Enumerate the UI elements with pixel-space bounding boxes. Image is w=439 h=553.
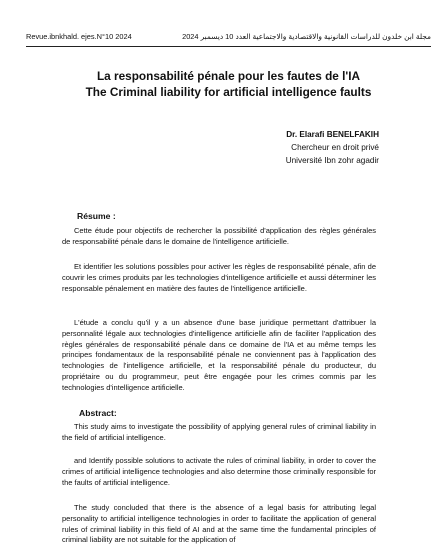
abstract-paragraph-3: The study concluded that there is the absence of a legal basis for attributing legal personality to artificial intelligence technologies in order to facilitate the application of general rules of criminal liability in this field of AI and at the same time the fundamental principles of criminal liability are not suitable for the application of xyxy=(62,503,376,545)
author-name: Dr. Elarafi BENELFAKIH xyxy=(286,130,379,139)
resume-paragraph-3: L'étude a conclu qu'il y a un absence d'une base juridique permettant d'attribuer la personnalité légale aux technologies d'intelligence artificielle afin de faciliter l'application des règles générales de responsabilité pénale dans ce domaine de l'IA et au même temps les principes fondamentaux de la responsabilité pénale ne conviennent pas à l'application des technologies de l'intelligence artificielle, et la responsabilité pénale du producteur, du propriétaire ou du programmeur, peut être engagée pour les crimes commis par les technologies d'intelligence artificielle. xyxy=(62,318,376,392)
journal-reference: Revue.ibnkhald. ejes.N°10 2024 xyxy=(26,32,132,41)
journal-arabic-title: مجلة ابن خلدون للدراسات القانونية والاقتصادية والاجتماعية العدد 10 ديسمبر 2024 xyxy=(182,32,431,41)
resume-paragraph-2: Et identifier les solutions possibles pour activer les règles de responsabilité pénale, afin de couvrir les crimes produits par les technologies d'intelligence artificielle et aussi déterminer les responsable pénalement en matière des fautes de l'intelligence artificielle. xyxy=(62,262,376,293)
author-affiliation: Université Ibn zohr agadir xyxy=(285,156,379,165)
journal-header xyxy=(26,32,431,41)
abstract-paragraph-1: This study aims to investigate the possibility of applying general rules of criminal liability in the field of artificial intelligence. xyxy=(62,422,376,442)
abstract-paragraph-2: and Identify possible solutions to activate the rules of criminal liability, in order to cover the crimes of artificial intelligence technologies and also determine those criminally responsible for the faults of artificial intelligence. xyxy=(62,456,376,487)
title-french: La responsabilité pénale pour les fautes de l'IA xyxy=(96,69,361,83)
resume-heading: Résume : xyxy=(77,211,116,221)
resume-paragraph-1: Cette étude pour objectifs de rechercher la possibilité d'application des règles générales de responsabilité pénale dans le domaine de l'intelligence artificielle. xyxy=(62,226,376,246)
abstract-heading: Abstract: xyxy=(79,408,117,418)
header-rule xyxy=(26,46,431,47)
title-english: The Criminal liability for artificial intelligence faults xyxy=(85,85,372,99)
author-role: Chercheur en droit privé xyxy=(291,143,379,152)
